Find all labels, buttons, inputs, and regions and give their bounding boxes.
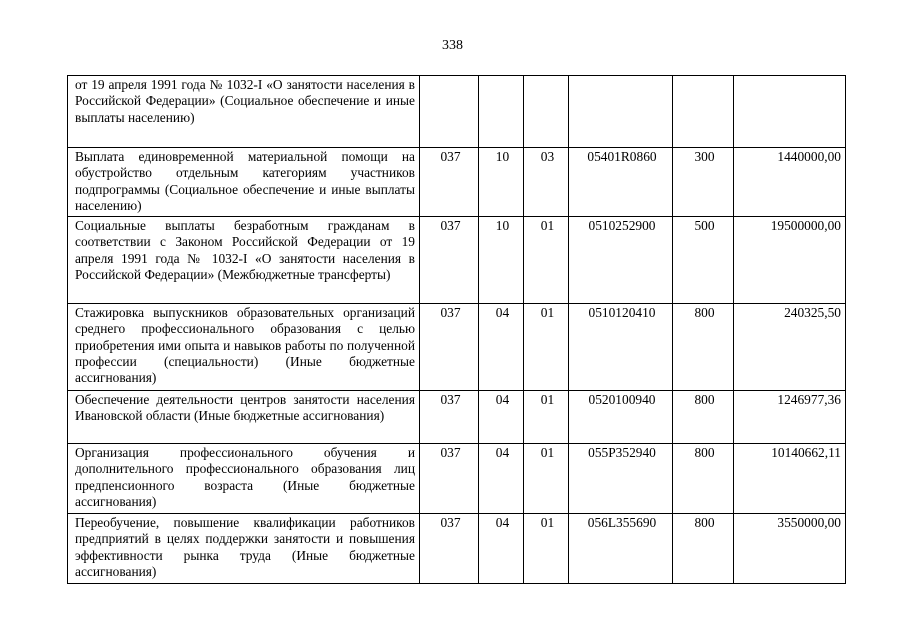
row-expense-type: 300 <box>673 148 734 217</box>
row-expense-type: 800 <box>673 391 734 444</box>
row-amount: 19500000,00 <box>734 217 846 304</box>
row-amount: 240325,50 <box>734 304 846 391</box>
row-section-code: 10 <box>479 217 524 304</box>
row-section-code: 04 <box>479 304 524 391</box>
row-description: Переобучение, повышение квалификации работников предприятий в целях поддержки занятости и повышения эффективности рынка труда (Иные бюджетные ассигнования) <box>68 514 420 584</box>
row-target-article: 0510120410 <box>569 304 673 391</box>
table-row <box>68 514 846 584</box>
row-amount: 3550000,00 <box>734 514 846 584</box>
row-section-code: 10 <box>479 148 524 217</box>
row-subsection-code: 01 <box>524 391 569 444</box>
row-section-code: 04 <box>479 514 524 584</box>
row-section-code <box>479 76 524 148</box>
row-subsection-code: 01 <box>524 304 569 391</box>
table-row <box>68 148 846 217</box>
row-description: Стажировка выпускников образовательных организаций среднего профессионального образования с целью приобретения ими опыта и навыков работы по полученной профессии (специальности) (Иные бюджетные ассигнования) <box>68 304 420 391</box>
row-target-article: 0510252900 <box>569 217 673 304</box>
row-description: Выплата единовременной материальной помощи на обустройство отдельным категориям участников подпрограммы (Социальное обеспечение и иные выплаты населению) <box>68 148 420 217</box>
row-ministry-code: 037 <box>420 148 479 217</box>
row-section-code: 04 <box>479 391 524 444</box>
row-subsection-code: 01 <box>524 514 569 584</box>
row-subsection-code <box>524 76 569 148</box>
row-target-article <box>569 76 673 148</box>
row-target-article: 055P352940 <box>569 444 673 514</box>
row-amount: 1440000,00 <box>734 148 846 217</box>
row-expense-type <box>673 76 734 148</box>
table-row <box>68 76 846 148</box>
row-description: Обеспечение деятельности центров занятости населения Ивановской области (Иные бюджетные ассигнования) <box>68 391 420 444</box>
row-expense-type: 500 <box>673 217 734 304</box>
row-subsection-code: 01 <box>524 217 569 304</box>
table-row <box>68 304 846 391</box>
page-number: 338 <box>442 38 463 53</box>
table-row <box>68 444 846 514</box>
row-amount: 10140662,11 <box>734 444 846 514</box>
row-subsection-code: 03 <box>524 148 569 217</box>
budget-table <box>67 75 846 584</box>
row-description: Организация профессионального обучения и дополнительного профессионального образования лиц предпенсионного возраста (Иные бюджетные ассигнования) <box>68 444 420 514</box>
row-amount <box>734 76 846 148</box>
row-expense-type: 800 <box>673 514 734 584</box>
row-target-article: 0520100940 <box>569 391 673 444</box>
row-ministry-code: 037 <box>420 514 479 584</box>
row-description: от 19 апреля 1991 года № 1032-I «О занятости населения в Российской Федерации» (Социальное обеспечение и иные выплаты населению) <box>68 76 420 148</box>
table-row <box>68 391 846 444</box>
row-target-article: 056L355690 <box>569 514 673 584</box>
row-ministry-code: 037 <box>420 444 479 514</box>
row-description: Социальные выплаты безработным гражданам в соответствии с Законом Российской Федерации от 19 апреля 1991 года № 1032-I «О занятости населения в Российской Федерации» (Межбюджетные трансферты) <box>68 217 420 304</box>
row-target-article: 05401R0860 <box>569 148 673 217</box>
row-expense-type: 800 <box>673 304 734 391</box>
row-ministry-code <box>420 76 479 148</box>
row-ministry-code: 037 <box>420 217 479 304</box>
row-ministry-code: 037 <box>420 391 479 444</box>
row-section-code: 04 <box>479 444 524 514</box>
row-ministry-code: 037 <box>420 304 479 391</box>
row-expense-type: 800 <box>673 444 734 514</box>
table-row <box>68 217 846 304</box>
row-subsection-code: 01 <box>524 444 569 514</box>
row-amount: 1246977,36 <box>734 391 846 444</box>
